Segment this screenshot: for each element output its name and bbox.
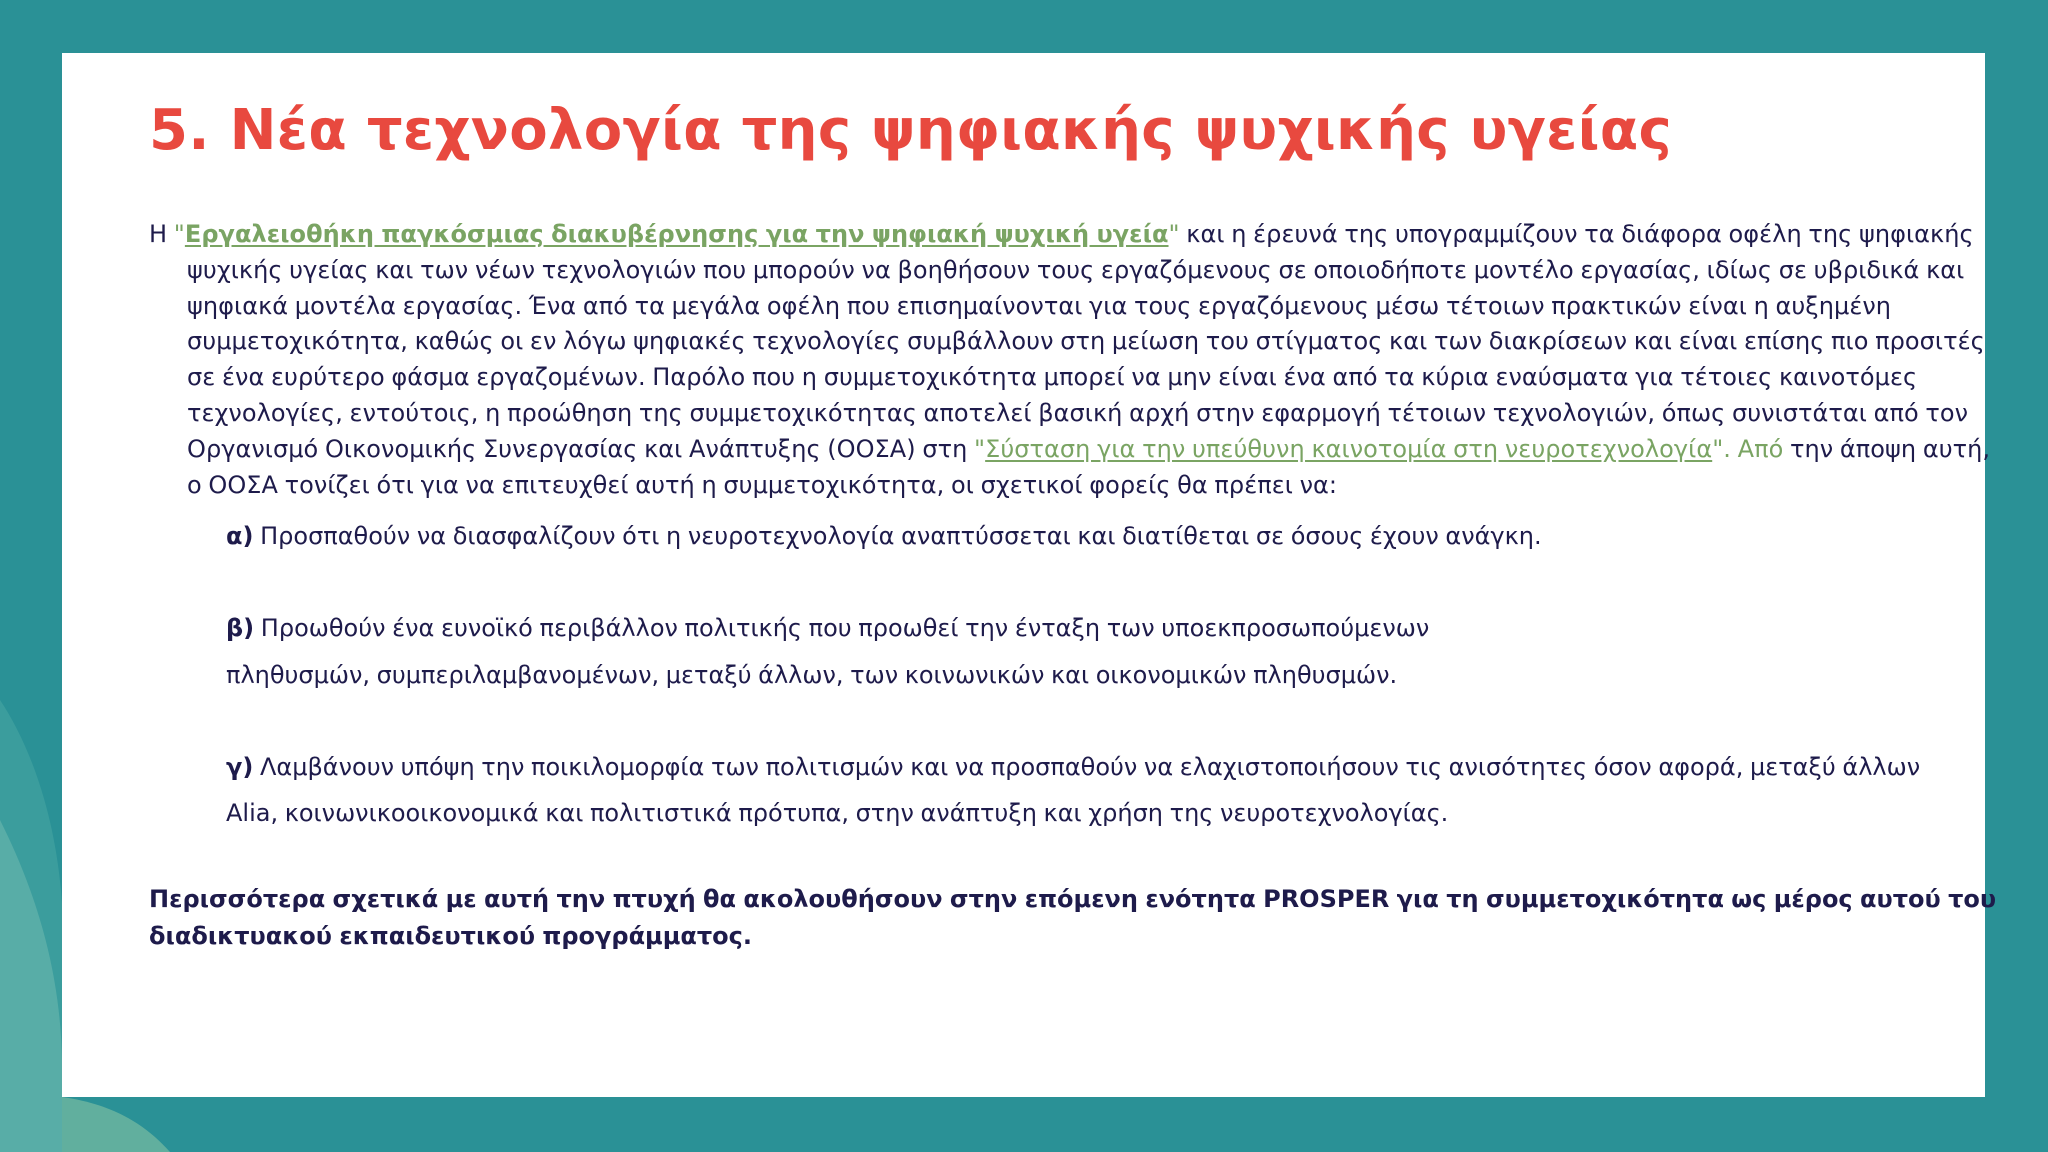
toolkit-link[interactable]: Εργαλειοθήκη παγκόσμιας διακυβέρνησης για την ψηφιακή ψυχική υγεία [184, 220, 1169, 248]
item-a-marker: α) [226, 522, 254, 551]
slide-content [149, 217, 2004, 955]
item-a-text: Προσπαθούν να διασφαλίζουν ότι η νευροτεχνολογία αναπτύσσεται και διατίθεται σε όσους έχουν ανάγκη. [253, 522, 1542, 551]
item-b-text: Προωθούν ένα ευνοϊκό περιβάλλον πολιτικής που προωθεί την ένταξη των υποεκπροσωπούμενων [254, 614, 1430, 643]
recommendation-quote-open: " [974, 434, 986, 463]
list-item-b-continuation: πληθυσμών, συμπεριλαμβανομένων, μεταξύ άλλων, των κοινωνικών και οικονομικών πληθυσμών. [226, 661, 1398, 690]
item-c-text: Λαμβάνουν υπόψη την ποικιλομορφία των πολιτισμών και να προσπαθούν να ελαχιστοποιήσουν τις ανισότητες όσον αφορά, μεταξύ άλλων [253, 753, 1921, 782]
intro-tail: την άποψη αυτή, ο ΟΟΣΑ τονίζει ότι για να επιτευχθεί αυτή η συμμετοχικότητα, οι σχετικοί φορείς θα πρέπει να: [187, 434, 1991, 499]
list-item-c [149, 749, 2004, 785]
intro-body: και η έρευνά της υπογραμμίζουν τα διάφορα οφέλη της ψηφιακής ψυχικής υγείας και των νέων τεχνολογιών που μπορούν να βοηθήσουν τους εργαζόμενους σε οποιοδήποτε μοντέλο εργασίας, ιδίως σε υβριδικά και ψηφιακά μοντέλα εργασίας. Ένα από τα μεγάλα οφέλη που επισημαίνονται για τους εργαζόμενους μέσω τέτοιων πρακτικών είναι η αυξημένη συμμετοχικότητα, καθώς οι εν λόγω ψηφιακές τεχνολογίες συμβάλλουν στη μείωση του στίγματος και των διακρίσεων και είναι επίσης πιο προσιτές σε ένα ευρύτερο φάσμα εργαζομένων. Παρόλο που η συμμετοχικότητα μπορεί να μην είναι ένα από τα κύρια εναύσματα για τέτοιες καινοτόμες τεχνολογίες, εντούτοις, η προώθηση της συμμετοχικότητας αποτελεί βασική αρχή στην εφαρμογή τέτοιων τεχνολογιών, όπως συνιστάται από τον Οργανισμό Οικονομικής Συνεργασίας και Ανάπτυξης (ΟΟΣΑ) στη [187, 220, 1985, 463]
quote-open: " [173, 220, 185, 248]
list-item-c-continuation: Alia, κοινωνικοοικονομικά και πολιτιστικά πρότυπα, στην ανάπτυξη και χρήση της νευροτεχνολογίας. [226, 799, 1449, 828]
oecd-recommendation-link[interactable]: Σύσταση για την υπεύθυνη καινοτομία στη νευροτεχνολογία [985, 434, 1713, 463]
closing-note: Περισσότερα σχετικά με αυτή την πτυχή θα ακολουθήσουν στην επόμενη ενότητα PROSPER για τη συμμετοχικότητα ως μέρος αυτού του διαδικτυακού εκπαιδευτικού προγράμματος. [149, 885, 1997, 951]
intro-prefix: Η [149, 220, 174, 248]
recommendation-quote-close: ". Από [1712, 434, 1784, 463]
list-item-a [149, 518, 2004, 554]
item-c-marker: γ) [226, 753, 254, 782]
list-item-b [149, 610, 2004, 646]
slide-panel [62, 53, 1997, 1097]
quote-close: " [1168, 220, 1180, 248]
item-b-marker: β) [226, 614, 255, 643]
slide-title: 5. Νέα τεχνολογία της ψηφιακής ψυχικής υγείας [149, 98, 1672, 163]
intro-paragraph [149, 217, 2004, 503]
